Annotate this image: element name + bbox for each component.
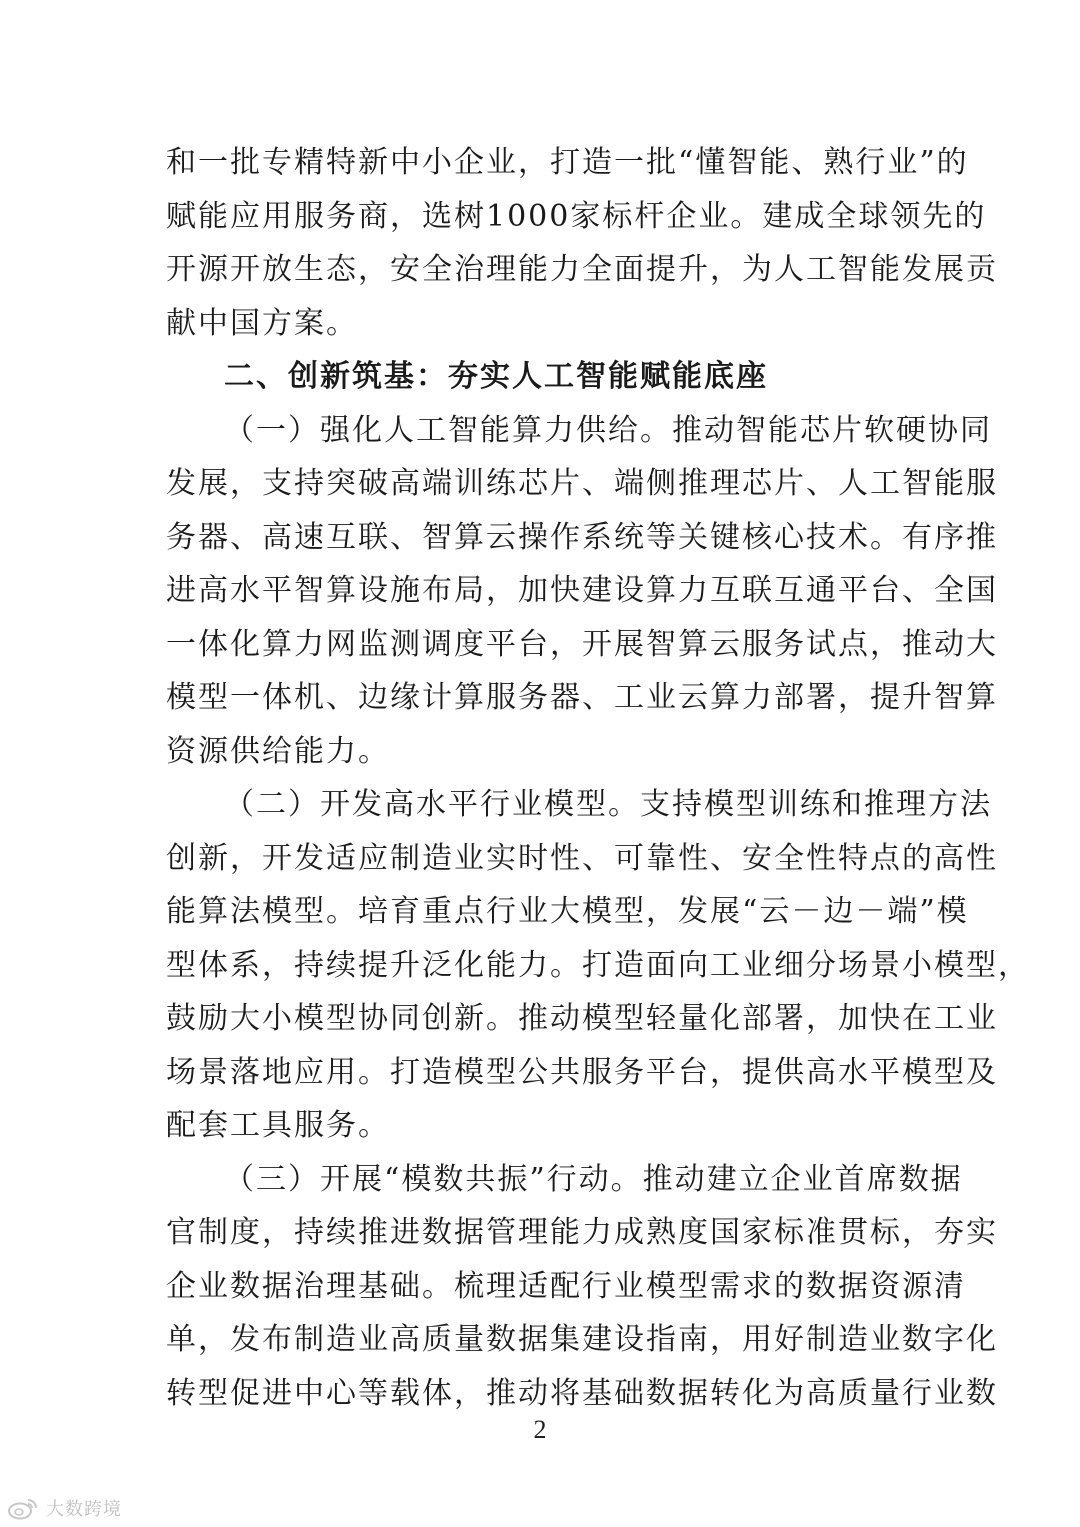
text-line: 模型一体机、边缘计算服务器、工业云算力部署，提升智算 [166,680,998,715]
text-line: 能算法模型。培育重点行业大模型，发展“云－边－端”模 [166,894,969,929]
text-line: 献中国方案。 [166,305,358,341]
text-line: （二）开发高水平行业模型。支持模型训练和推理方法 [224,787,992,822]
text-line: 单，发布制造业高质量数据集建设指南，用好制造业数字化 [166,1322,998,1357]
text-line: 赋能应用服务商，选树1000家标杆企业。建成全球领先的 [166,198,987,234]
paragraph-intro-continuation [166,136,998,350]
text-line: 进高水平智算设施布局，加快建设算力互联互通平台、全国 [166,573,998,608]
text-line: （一）强化人工智能算力供给。推动智能芯片软硬协同 [224,412,992,448]
text-line: 配套工具服务。 [166,1108,390,1143]
text-line: 场景落地应用。打造模型公共服务平台，提供高水平模型及 [166,1054,998,1090]
text-line: 发展，支持突破高端训练芯片、端侧推理芯片、人工智能服 [166,466,998,501]
paragraph-industry-models [166,778,1030,1153]
text-line: 鼓励大小模型协同创新。推动模型轻量化部署，加快在工业 [166,1001,998,1036]
text-line: 一体化算力网监测调度平台，开展智算云服务试点，推动大 [166,626,998,662]
page-number: 2 [533,1415,547,1444]
weibo-logo-icon [6,1496,40,1520]
text-line: 型体系，持续提升泛化能力。打造面向工业细分场景小模型， [166,947,1030,983]
text-line: 创新，开发适应制造业实时性、可靠性、安全性特点的高性 [166,840,998,876]
text-line: （三）开展“模数共振”行动。推动建立企业首席数据 [224,1161,963,1197]
watermark-text: 大数跨境 [46,1499,122,1520]
document-body [166,136,1030,1420]
paragraph-model-data-resonance [166,1153,998,1421]
watermark [6,1493,122,1523]
section-heading: 二、创新筑基：夯实人工智能赋能底座 [224,359,768,394]
text-line: 开源开放生态，安全治理能力全面提升，为人工智能发展贡 [166,252,998,287]
text-line: 和一批专精特新中小企业，打造一批“懂智能、熟行业”的 [166,145,969,180]
text-line: 转型促进中心等载体，推动将基础数据转化为高质量行业数 [166,1375,998,1411]
text-line: 务器、高速互联、智算云操作系统等关键核心技术。有序推 [166,519,998,555]
text-line: 资源供给能力。 [166,733,390,769]
text-line: 官制度，持续推进数据管理能力成熟度国家标准贯标，夯实 [166,1215,998,1250]
text-line: 企业数据治理基础。梳理适配行业模型需求的数据资源清 [166,1268,966,1304]
paragraph-computing-power [166,404,998,779]
